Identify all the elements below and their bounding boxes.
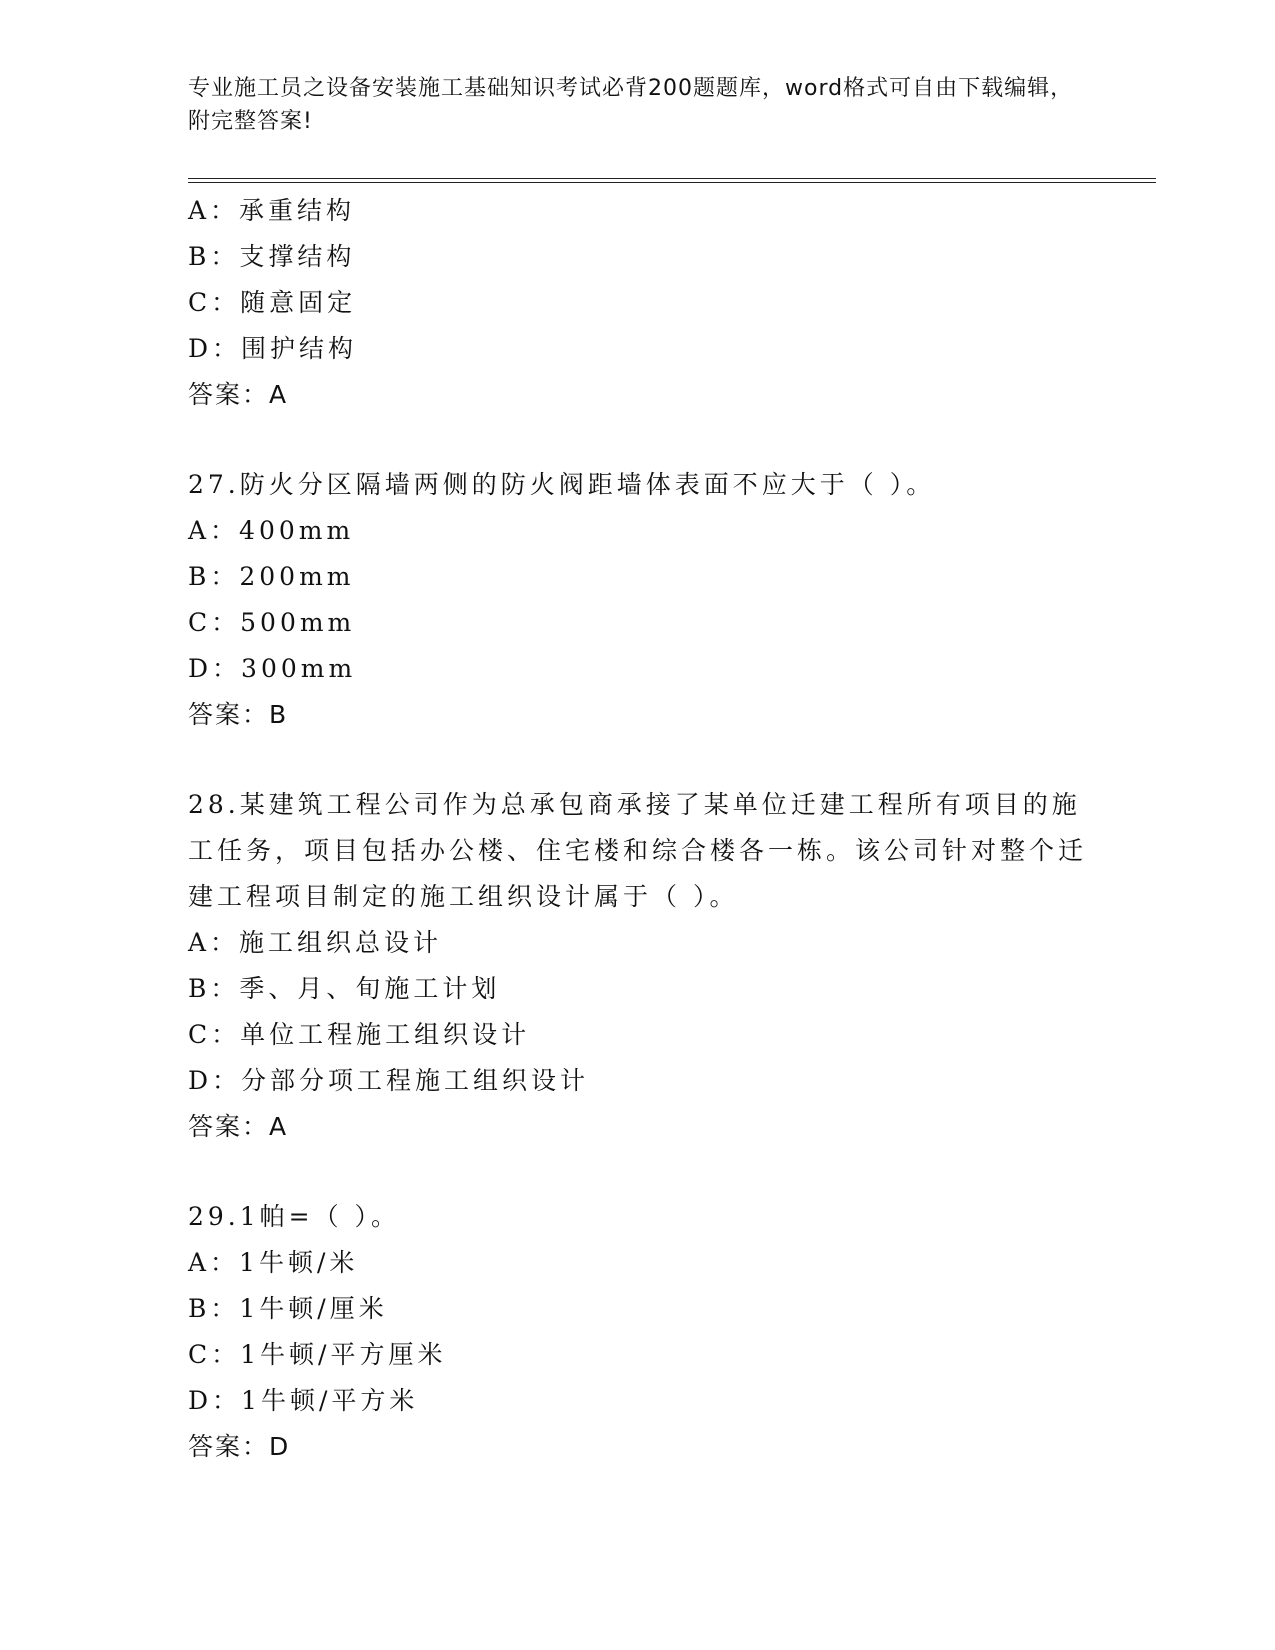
spacer: [188, 1150, 1088, 1194]
question-26-continued: [188, 188, 1088, 418]
question-text: 28.某建筑工程公司作为总承包商承接了某单位迁建工程所有项目的施工任务，项目包括办公楼、住宅楼和综合楼各一栋。该公司针对整个迁建工程项目制定的施工组织设计属于（ ）。: [188, 790, 1088, 911]
spacer: [188, 738, 1088, 782]
option-d: D：1牛顿/平方米: [188, 1386, 419, 1415]
option-d: D：围护结构: [188, 334, 358, 363]
option-c: C：单位工程施工组织设计: [188, 1020, 531, 1049]
option-a: A：施工组织总设计: [188, 928, 443, 957]
option-a: A：400mm: [188, 516, 355, 545]
question-29: [188, 1194, 1088, 1470]
document-header-title: 专业施工员之设备安装施工基础知识考试必背200题题库，word格式可自由下载编辑，附完整答案!: [188, 76, 1074, 134]
option-c: C：500mm: [188, 608, 356, 637]
spacer: [188, 418, 1088, 462]
option-b: B：季、月、旬施工计划: [188, 974, 501, 1003]
option-b: B：1牛顿/厘米: [188, 1294, 388, 1323]
answer-line: 答案：A: [188, 380, 289, 409]
question-text: 27.防火分区隔墙两侧的防火阀距墙体表面不应大于（ ）。: [188, 470, 936, 499]
question-text: 29.1帕=（ ）。: [188, 1202, 401, 1231]
option-a: A：1牛顿/米: [188, 1248, 359, 1277]
option-b: B：支撑结构: [188, 242, 356, 271]
option-c: C：随意固定: [188, 288, 357, 317]
option-d: D：300mm: [188, 654, 357, 683]
header-divider: [188, 178, 1156, 183]
question-28: [188, 782, 1088, 1150]
question-27: [188, 462, 1088, 738]
option-c: C：1牛顿/平方厘米: [188, 1340, 447, 1369]
option-b: B：200mm: [188, 562, 355, 591]
option-a: A：承重结构: [188, 196, 356, 225]
option-d: D：分部分项工程施工组织设计: [188, 1066, 590, 1095]
answer-line: 答案：A: [188, 1112, 289, 1141]
question-list: [188, 188, 1088, 1470]
answer-line: 答案：B: [188, 700, 289, 729]
answer-line: 答案：D: [188, 1432, 291, 1461]
